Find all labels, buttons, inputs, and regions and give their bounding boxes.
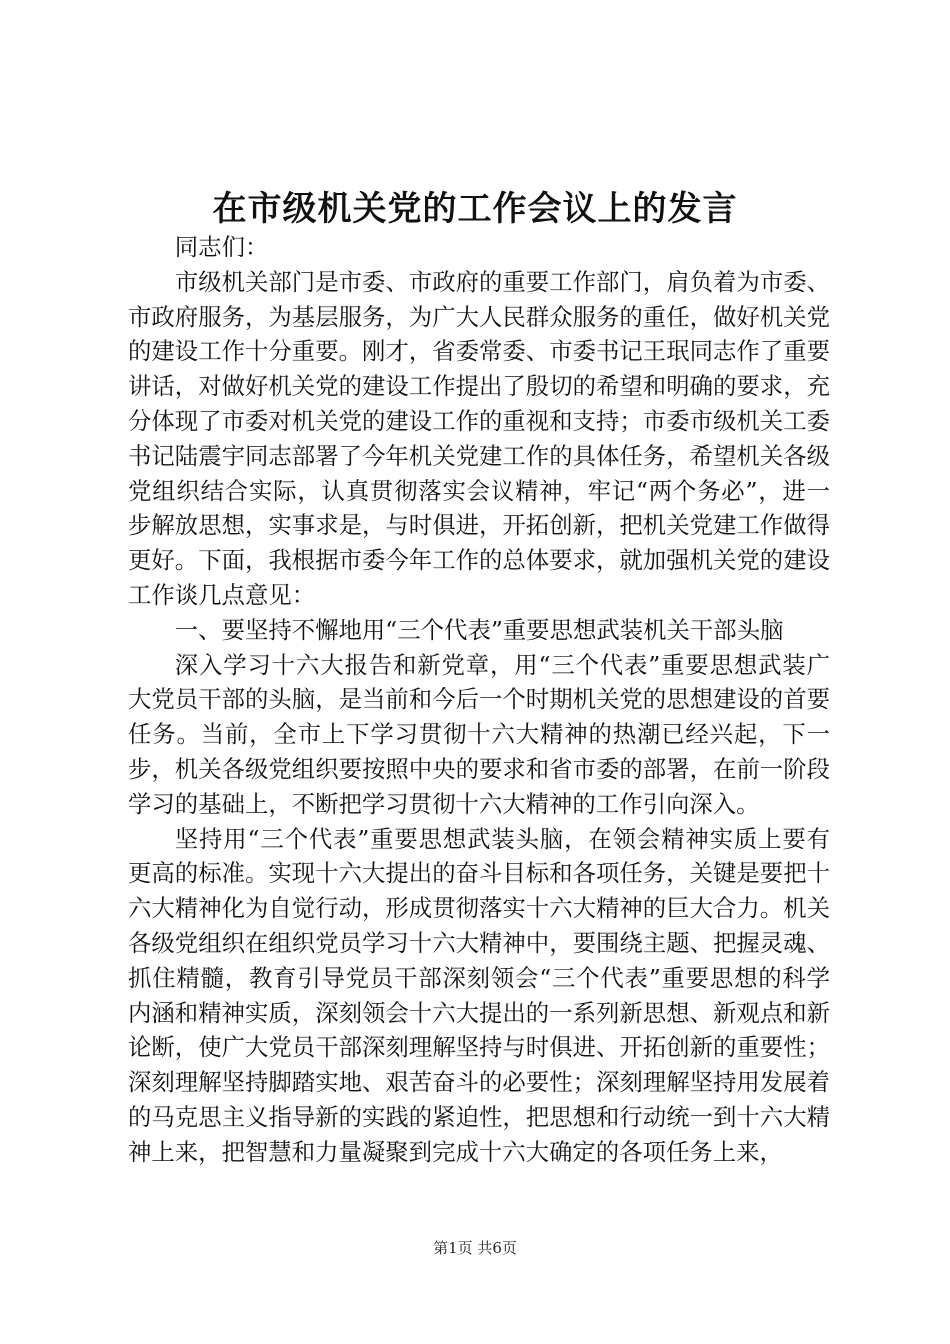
document-body — [128, 230, 830, 1170]
salutation-paragraph: 同志们： — [174, 233, 269, 261]
body-paragraph: 坚持用“三个代表”重要思想武装头脑，在领会精神实质上要有更高的标准。实现十六大提出的奋斗目标和各项任务，关键是要把十六大精神化为自觉行动，形成贯彻落实十六大精神的巨大合力。机关各级党组织在组织党员学习十六大精神中，要围绕主题、把握灵魂、抓住精髓，教育引导党员干部深刻领会“三个代表”重要思想的科学内涵和精神实质，深刻领会十六大提出的一系列新思想、新观点和新论断，使广大党员干部深刻理解坚持与时俱进、开拓创新的重要性；深刻理解坚持脚踏实地、艰苦奋斗的必要性；深刻理解坚持用发展着的马克思主义指导新的实践的紧迫性，把思想和行动统一到十六大精神上来，把智慧和力量凝聚到完成十六大确定的各项任务上来， — [128, 824, 830, 1166]
document-title: 在市级机关党的工作会议上的发言 — [212, 189, 738, 229]
section-heading: 一、要坚持不懈地用“三个代表”重要思想武装机关干部头脑 — [174, 615, 784, 644]
intro-paragraph: 市级机关部门是市委、市政府的重要工作部门，肩负着为市委、市政府服务，为基层服务，为广大人民群众服务的重任，做好机关党的建设工作十分重要。刚才，省委常委、市委书记王珉同志作了重要讲话，对做好机关党的建设工作提出了殷切的希望和明确的要求，充分体现了市委对机关党的建设工作的重视和支持；市委市级机关工委书记陆震宇同志部署了今年机关党建工作的具体任务，希望机关各级党组织结合实际，认真贯彻落实会议精神，牢记“两个务必”，进一步解放思想，实事求是，与时俱进，开拓创新，把机关党建工作做得更好。下面，我根据市委今年工作的总体要求，就加强机关党的建设工作谈几点意见： — [128, 267, 830, 609]
body-paragraph: 深入学习十六大报告和新党章，用“三个代表”重要思想武装广大党员干部的头脑，是当前和今后一个时期机关党的思想建设的首要任务。当前，全市上下学习贯彻十六大精神的热潮已经兴起，下一步，机关各级党组织要按照中央的要求和省市委的部署，在前一阶段学习的基础上，不断把学习贯彻十六大精神的工作引向深入。 — [128, 650, 830, 818]
page-number-footer: 第1页 共6页 — [433, 1239, 517, 1257]
